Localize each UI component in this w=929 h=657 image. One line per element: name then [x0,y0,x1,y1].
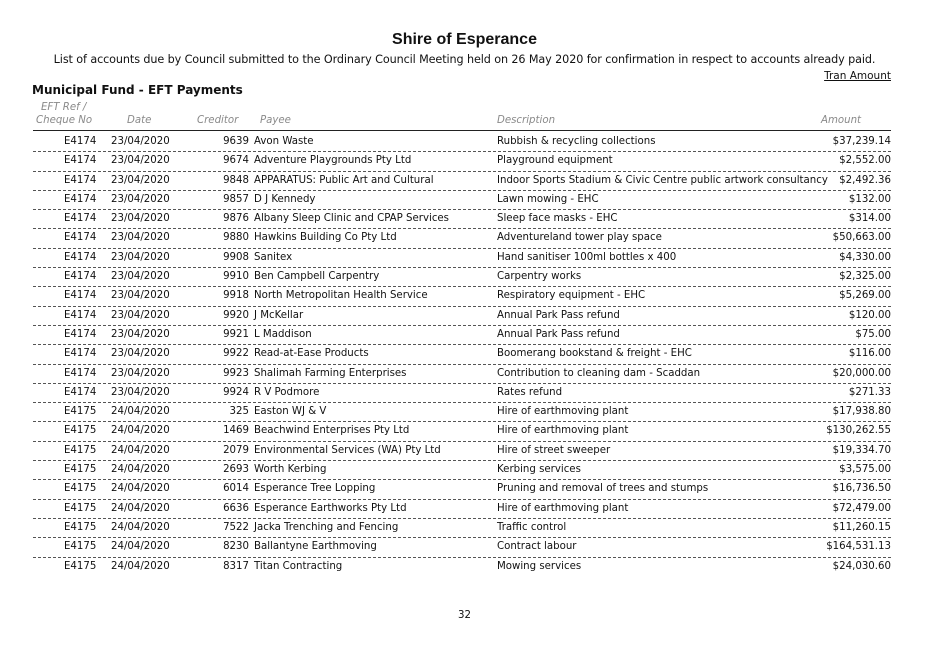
cell-creditor: 9922 [223,348,249,360]
column-header-ref-line1: EFT Ref / [41,102,87,113]
table-row [0,480,929,499]
cell-amount: $120.00 [848,309,891,321]
table-row [0,326,929,345]
section-title: Municipal Fund - EFT Payments [32,83,243,97]
table-row [0,558,929,577]
cell-description: Respiratory equipment - EHC [497,290,646,302]
cell-ref: E4174 [64,309,97,321]
cell-date: 23/04/2020 [111,174,170,186]
cell-date: 24/04/2020 [111,406,170,418]
table-row [0,249,929,268]
cell-date: 23/04/2020 [111,213,170,225]
cell-payee: Esperance Tree Lopping [254,483,376,495]
table-row [0,191,929,210]
table-row [0,519,929,538]
cell-ref: E4174 [64,271,97,283]
cell-date: 24/04/2020 [111,502,170,514]
cell-description: Contract labour [497,541,577,553]
cell-amount: $132.00 [848,193,891,205]
cell-amount: $75.00 [855,328,891,340]
cell-payee: Hawkins Building Co Pty Ltd [254,232,397,244]
table-row [0,365,929,384]
cell-date: 23/04/2020 [111,193,170,205]
cell-amount: $72,479.00 [832,502,891,514]
cell-ref: E4174 [64,386,97,398]
cell-payee: Easton WJ & V [254,406,327,418]
table-row [0,268,929,287]
cell-date: 24/04/2020 [111,560,170,572]
cell-amount: $2,492.36 [839,174,891,186]
cell-description: Hire of earthmoving plant [497,502,629,514]
table-row [0,307,929,326]
cell-description: Hand sanitiser 100ml bottles x 400 [497,251,677,263]
cell-amount: $130,262.55 [826,425,891,437]
column-header-payee: Payee [260,115,291,126]
cell-date: 23/04/2020 [111,290,170,302]
cell-description: Carpentry works [497,271,582,283]
column-header-amount: Amount [821,115,862,126]
cell-creditor: 9920 [223,309,249,321]
cell-description: Contribution to cleaning dam - Scaddan [497,367,701,379]
cell-ref: E4175 [64,425,97,437]
cell-ref: E4175 [64,444,97,456]
column-header-creditor: Creditor [197,115,239,126]
table-row [0,172,929,191]
cell-ref: E4174 [64,155,97,167]
table-row [0,152,929,171]
cell-description: Lawn mowing - EHC [497,193,599,205]
cell-ref: E4174 [64,251,97,263]
cell-amount: $3,575.00 [839,464,891,476]
tran-amount-label: Tran Amount [824,70,891,82]
cell-description: Hire of street sweeper [497,444,611,456]
cell-creditor: 6014 [223,483,249,495]
cell-ref: E4175 [64,464,97,476]
cell-creditor: 8317 [223,560,249,572]
cell-creditor: 2079 [223,444,249,456]
cell-ref: E4174 [64,367,97,379]
table-row [0,538,929,557]
cell-creditor: 9857 [223,193,249,205]
cell-ref: E4174 [64,328,97,340]
table-row [0,133,929,152]
cell-amount: $19,334.70 [832,444,891,456]
cell-amount: $2,325.00 [839,271,891,283]
cell-description: Kerbing services [497,464,581,476]
cell-creditor: 6636 [223,502,249,514]
cell-payee: J McKellar [254,309,304,321]
cell-creditor: 9880 [223,232,249,244]
cell-description: Sleep face masks - EHC [497,213,618,225]
cell-amount: $116.00 [848,348,891,360]
cell-creditor: 2693 [223,464,249,476]
cell-amount: $271.33 [848,386,891,398]
column-header-description: Description [497,115,556,126]
cell-payee: Environmental Services (WA) Pty Ltd [254,444,441,456]
cell-creditor: 9923 [223,367,249,379]
cell-creditor: 7522 [223,521,249,533]
cell-date: 24/04/2020 [111,425,170,437]
table-row [0,500,929,519]
cell-payee: Worth Kerbing [254,464,327,476]
table-row [0,229,929,248]
cell-date: 23/04/2020 [111,328,170,340]
cell-ref: E4175 [64,502,97,514]
cell-creditor: 9918 [223,290,249,302]
cell-payee: R V Podmore [254,386,320,398]
cell-date: 23/04/2020 [111,348,170,360]
cell-description: Annual Park Pass refund [497,309,620,321]
cell-payee: Avon Waste [254,136,314,147]
cell-amount: $164,531.13 [826,541,891,553]
cell-payee: Titan Contracting [254,560,343,572]
cell-payee: APPARATUS: Public Art and Cultural [254,174,434,186]
cell-ref: E4175 [64,521,97,533]
cell-description: Mowing services [497,560,582,572]
table-row [0,345,929,364]
cell-date: 24/04/2020 [111,521,170,533]
cell-payee: Beachwind Enterprises Pty Ltd [254,425,410,437]
cell-description: Playground equipment [497,155,613,167]
cell-date: 23/04/2020 [111,136,170,147]
cell-creditor: 9910 [223,271,249,283]
cell-amount: $50,663.00 [832,232,891,244]
cell-date: 23/04/2020 [111,367,170,379]
cell-date: 24/04/2020 [111,541,170,553]
cell-creditor: 9921 [223,328,249,340]
cell-ref: E4174 [64,213,97,225]
cell-ref: E4175 [64,483,97,495]
cell-date: 24/04/2020 [111,444,170,456]
cell-ref: E4174 [64,193,97,205]
table-row [0,287,929,306]
cell-amount: $5,269.00 [839,290,891,302]
cell-amount: $37,239.14 [832,136,891,147]
cell-amount: $24,030.60 [832,560,891,572]
cell-date: 23/04/2020 [111,232,170,244]
cell-description: Adventureland tower play space [497,232,662,244]
cell-payee: D J Kennedy [254,193,316,205]
cell-creditor: 325 [229,406,249,418]
cell-creditor: 9876 [223,213,249,225]
cell-creditor: 9639 [223,136,249,147]
cell-date: 23/04/2020 [111,386,170,398]
table-row [0,442,929,461]
cell-payee: Albany Sleep Clinic and CPAP Services [254,213,449,225]
cell-description: Boomerang bookstand & freight - EHC [497,348,692,360]
cell-payee: Jacka Trenching and Fencing [254,521,399,533]
cell-amount: $20,000.00 [832,367,891,379]
cell-creditor: 9848 [223,174,249,186]
cell-ref: E4175 [64,541,97,553]
cell-date: 23/04/2020 [111,251,170,263]
cell-amount: $17,938.80 [832,406,891,418]
cell-ref: E4174 [64,348,97,360]
cell-date: 23/04/2020 [111,271,170,283]
cell-creditor: 1469 [223,425,249,437]
cell-amount: $4,330.00 [839,251,891,263]
cell-creditor: 9924 [223,386,249,398]
cell-date: 23/04/2020 [111,309,170,321]
header-rule [33,130,891,131]
cell-payee: Adventure Playgrounds Pty Ltd [254,155,412,167]
cell-description: Rates refund [497,386,563,398]
cell-ref: E4174 [64,136,97,147]
cell-payee: L Maddison [254,328,312,340]
cell-description: Pruning and removal of trees and stumps [497,483,709,495]
cell-creditor: 9674 [223,155,249,167]
table-row [0,422,929,441]
cell-description: Rubbish & recycling collections [497,136,656,147]
cell-ref: E4174 [64,232,97,244]
cell-amount: $11,260.15 [832,521,891,533]
cell-payee: Esperance Earthworks Pty Ltd [254,502,407,514]
cell-description: Traffic control [497,521,567,533]
cell-amount: $314.00 [848,213,891,225]
cell-payee: North Metropolitan Health Service [254,290,428,302]
cell-description: Hire of earthmoving plant [497,425,629,437]
cell-date: 23/04/2020 [111,155,170,167]
cell-ref: E4174 [64,174,97,186]
table-row [0,210,929,229]
cell-amount: $16,736.50 [832,483,891,495]
cell-date: 24/04/2020 [111,483,170,495]
table-row [0,403,929,422]
cell-payee: Ballantyne Earthmoving [254,541,377,553]
cell-description: Indoor Sports Stadium & Civic Centre public artwork consultancy [497,174,828,186]
cell-amount: $2,552.00 [839,155,891,167]
cell-payee: Read-at-Ease Products [254,348,369,360]
page-number: 32 [458,610,471,621]
cell-payee: Shalimah Farming Enterprises [254,367,407,379]
page-title: Shire of Esperance [392,31,537,48]
cell-ref: E4175 [64,406,97,418]
cell-ref: E4175 [64,560,97,572]
payments-table [0,133,929,577]
cell-payee: Sanitex [254,251,293,263]
table-row [0,461,929,480]
page-subtitle: List of accounts due by Council submitted to the Ordinary Council Meeting held on 26 May 2020 for confirmation in respect to accounts already paid. [53,53,876,66]
cell-description: Hire of earthmoving plant [497,406,629,418]
table-row [0,384,929,403]
cell-date: 24/04/2020 [111,464,170,476]
column-header-ref-line2: Cheque No [36,115,93,126]
cell-payee: Ben Campbell Carpentry [254,271,380,283]
cell-creditor: 9908 [223,251,249,263]
cell-description: Annual Park Pass refund [497,328,620,340]
cell-ref: E4174 [64,290,97,302]
column-header-date: Date [127,115,152,126]
cell-creditor: 8230 [223,541,249,553]
